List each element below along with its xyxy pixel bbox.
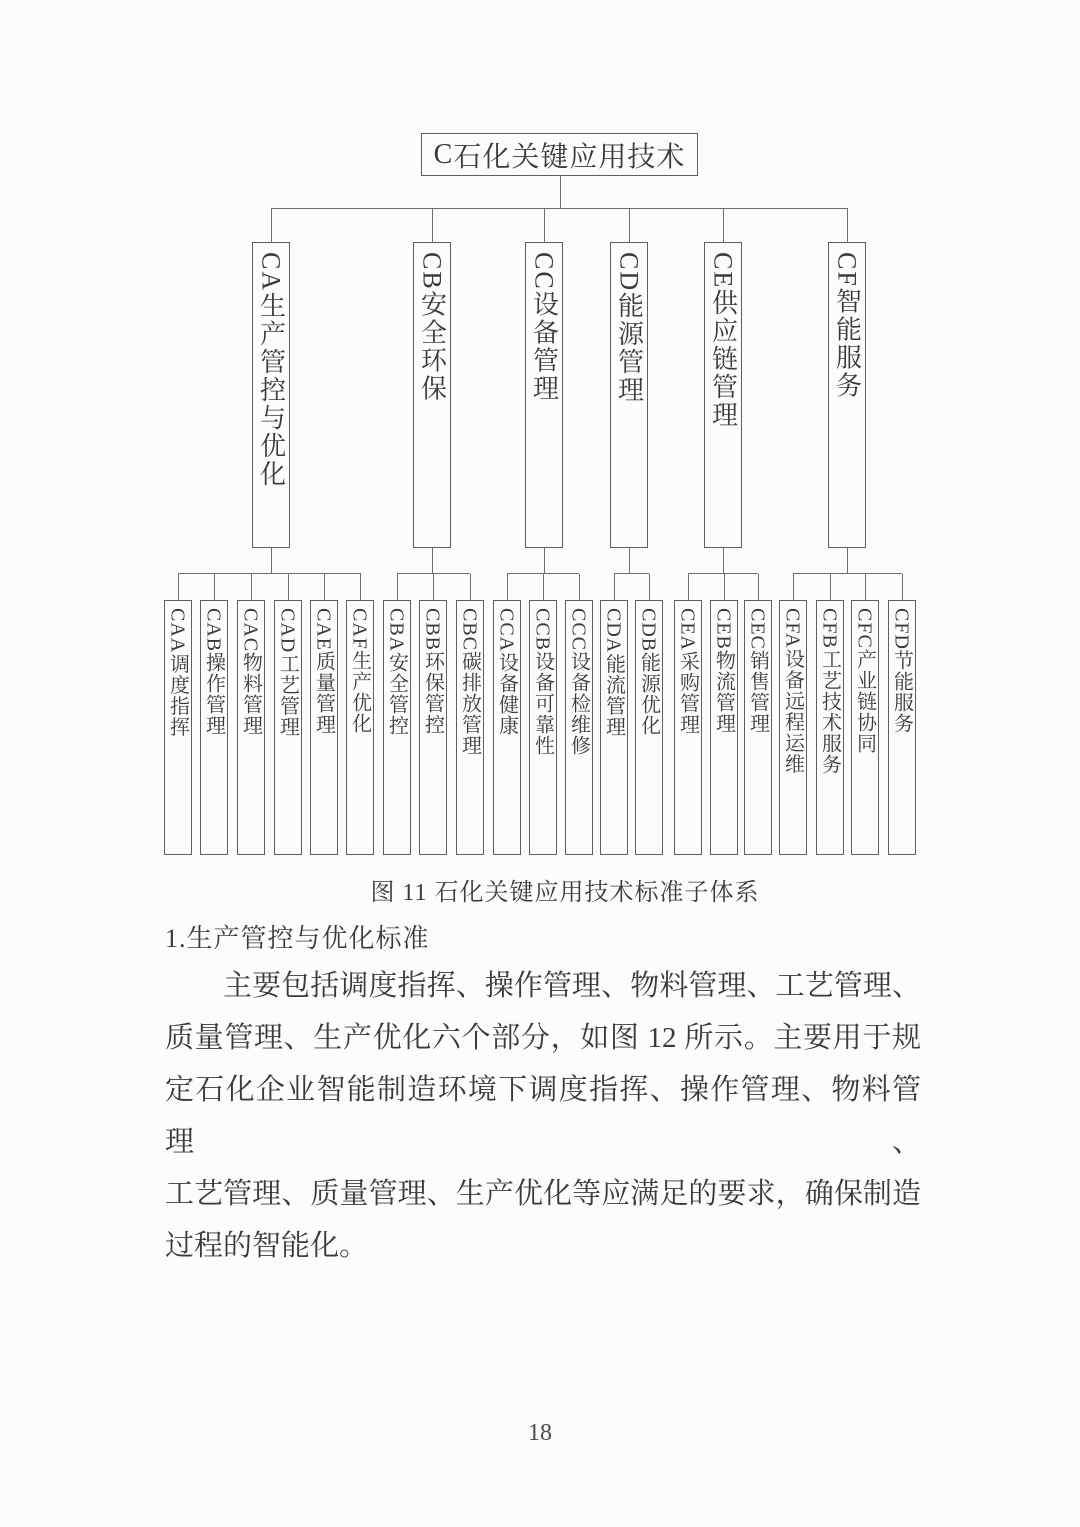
connector	[579, 574, 580, 600]
connector	[433, 574, 434, 600]
connector	[271, 548, 272, 573]
connector	[214, 574, 215, 600]
chart-node-CEC	[744, 600, 772, 855]
chart-node-CA	[252, 242, 290, 548]
chart-node-CC	[525, 242, 563, 548]
node-code: C	[433, 138, 454, 170]
node-label: 产业链协同	[853, 648, 876, 754]
paragraph-line: 质量管理、生产优化六个部分，如图 12 所示。主要用于规	[165, 1022, 921, 1054]
page-number: 18	[528, 1420, 552, 1446]
section-heading: 1.生产管控与优化标准	[165, 924, 430, 953]
chart-node-CBA	[383, 600, 411, 855]
node-code: CFC	[853, 608, 876, 649]
chart-node-CB	[413, 242, 451, 548]
chart-node-CD	[610, 242, 648, 548]
connector	[629, 209, 630, 242]
node-label: 生产管控与优化	[256, 292, 286, 489]
node-label: 安全管控	[385, 652, 408, 737]
node-label: 设备管理	[529, 290, 559, 403]
chart-node-CF	[828, 242, 866, 548]
chart-node-CEA	[674, 600, 702, 855]
connector	[432, 548, 433, 573]
node-label: 能流管理	[602, 653, 625, 738]
node-code: CEB	[712, 608, 735, 650]
chart-node-CDA	[600, 600, 628, 855]
connector	[629, 548, 630, 573]
connector	[688, 573, 758, 574]
node-code: CA	[256, 252, 286, 293]
connector	[758, 574, 759, 600]
connector	[723, 209, 724, 242]
node-code: CAD	[276, 608, 299, 654]
connector	[288, 574, 289, 600]
node-code: CDA	[602, 608, 625, 654]
node-code: CFD	[890, 608, 913, 650]
node-label: 工艺管理	[276, 653, 299, 738]
connector	[649, 574, 650, 600]
connector	[432, 209, 433, 242]
node-label: 设备健康	[495, 652, 518, 737]
chart-node-CCC	[565, 600, 593, 855]
chart-node-CAB	[200, 600, 228, 855]
connector	[793, 573, 902, 574]
body-paragraph	[165, 960, 921, 1272]
node-label: 采购管理	[676, 651, 699, 735]
node-label: 调度指挥	[166, 653, 189, 738]
connector	[614, 574, 615, 600]
chart-node-CBB	[419, 600, 447, 855]
node-code: CAB	[202, 608, 225, 653]
node-code: CD	[614, 252, 644, 293]
paragraph-line: 工艺管理、质量管理、生产优化等应满足的要求，确保制造	[165, 1178, 921, 1210]
node-code: CAE	[312, 608, 335, 651]
node-label: 物料管理	[239, 652, 262, 737]
node-label: 供应链管理	[708, 289, 738, 430]
connector	[847, 548, 848, 573]
node-label: 设备远程运维	[781, 648, 804, 775]
node-label: 销售管理	[746, 649, 769, 734]
connector	[724, 574, 725, 600]
chart-node-CAD	[274, 600, 302, 855]
node-label: 设备可靠性	[531, 651, 554, 757]
node-label: 环保管控	[421, 651, 444, 736]
node-label: 能源管理	[614, 292, 644, 405]
node-code: CB	[417, 252, 447, 291]
connector	[324, 574, 325, 600]
node-label: 石化关键应用技术	[453, 141, 686, 173]
node-code: CFA	[781, 608, 804, 649]
node-code: CAC	[239, 608, 262, 653]
node-code: CAF	[348, 608, 371, 650]
node-label: 生产优化	[348, 649, 371, 734]
connector	[507, 574, 508, 600]
chart-node-CAC	[237, 600, 265, 855]
node-label: 质量管理	[312, 651, 335, 735]
chart-node-CDB	[635, 600, 663, 855]
connector	[544, 548, 545, 573]
chart-node-CBC	[456, 600, 484, 855]
connector	[178, 573, 361, 574]
connector	[865, 574, 866, 600]
node-label: 智能服务	[832, 287, 862, 400]
paragraph-line: 定石化企业智能制造环境下调度指挥、操作管理、物料管理、	[165, 1074, 921, 1158]
node-label: 物流管理	[712, 649, 735, 734]
connector	[360, 574, 361, 600]
chart-node-CCA	[493, 600, 521, 855]
node-code: CEC	[746, 608, 769, 650]
node-code: CEA	[676, 608, 699, 651]
chart-node-CAF	[346, 600, 374, 855]
connector	[847, 209, 848, 242]
chart-node-CAA	[164, 600, 192, 855]
node-code: CFB	[818, 608, 841, 649]
chart-node-CFB	[816, 600, 844, 855]
connector	[614, 573, 649, 574]
node-code: CBC	[458, 608, 481, 652]
node-label: 能源优化	[637, 652, 660, 737]
connector	[251, 574, 252, 600]
connector	[902, 574, 903, 600]
chart-node-CFD	[888, 600, 916, 855]
node-label: 碳排放管理	[458, 651, 481, 757]
node-code: CF	[832, 252, 862, 288]
connector	[793, 574, 794, 600]
node-label: 操作管理	[202, 652, 225, 737]
connector	[397, 574, 398, 600]
node-code: CAA	[166, 608, 189, 654]
node-code: CE	[708, 252, 738, 290]
connector	[470, 574, 471, 600]
paragraph-line: 主要包括调度指挥、操作管理、物料管理、工艺管理、	[223, 970, 921, 1002]
node-label: 节能服务	[890, 649, 913, 734]
paragraph-line: 过程的智能化。	[165, 1230, 369, 1262]
connector	[830, 574, 831, 600]
node-code: CCC	[567, 608, 590, 652]
node-label: 工艺技术服务	[818, 648, 841, 775]
node-code: CCA	[495, 608, 518, 653]
connector	[271, 208, 848, 209]
chart-node-CFC	[851, 600, 879, 855]
chart-node-root	[421, 133, 698, 176]
node-code: CC	[529, 252, 559, 291]
connector	[723, 548, 724, 573]
node-label: 安全环保	[417, 290, 447, 403]
node-code: CBB	[421, 608, 444, 652]
connector	[178, 574, 179, 600]
node-code: CCB	[531, 608, 554, 652]
connector	[688, 574, 689, 600]
node-label: 设备检维修	[567, 651, 590, 757]
chart-node-CE	[704, 242, 742, 548]
connector	[271, 209, 272, 242]
chart-node-CFA	[779, 600, 807, 855]
connector	[560, 176, 561, 208]
chart-node-CAE	[310, 600, 338, 855]
chart-node-CCB	[529, 600, 557, 855]
node-code: CDB	[637, 608, 660, 653]
node-code: CBA	[385, 608, 408, 653]
figure-caption: 图 11 石化关键应用技术标准子体系	[370, 880, 760, 906]
chart-node-CEB	[710, 600, 738, 855]
connector	[543, 574, 544, 600]
connector	[544, 209, 545, 242]
